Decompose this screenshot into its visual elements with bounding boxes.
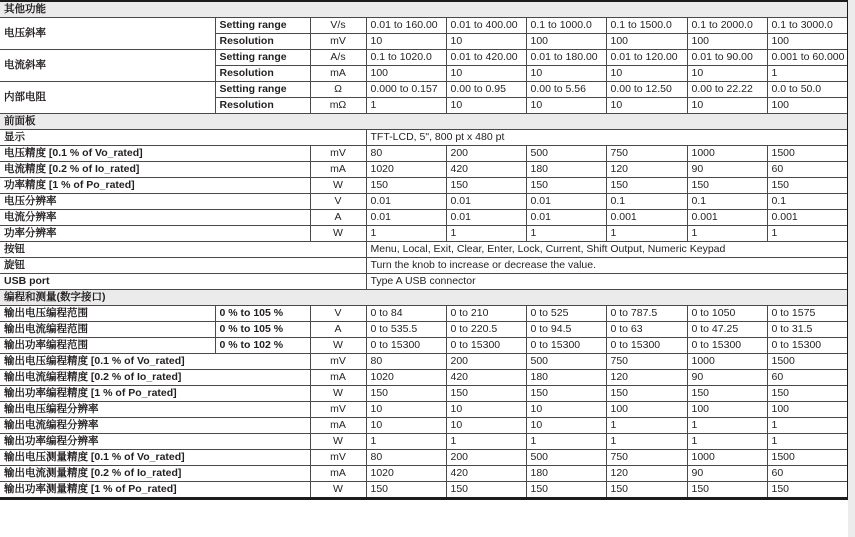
row-label: 旋钮 (0, 258, 366, 274)
value-cell: 750 (606, 354, 687, 370)
value-cell: 0.1 (687, 194, 767, 210)
value-cell: 0 to 15300 (366, 338, 446, 354)
unit-cell: A/s (310, 50, 366, 66)
section-row (0, 290, 848, 306)
unit-cell: mV (310, 450, 366, 466)
row-label: 电压斜率 (0, 18, 215, 50)
unit-cell: mV (310, 402, 366, 418)
value-cell: 120 (606, 466, 687, 482)
value-cell: 10 (446, 402, 526, 418)
value-cell: 500 (526, 354, 606, 370)
value-cell: 1 (687, 434, 767, 450)
value-cell: 1 (446, 226, 526, 242)
value-cell: 0 to 15300 (687, 338, 767, 354)
value-cell: 100 (526, 34, 606, 50)
value-cell: 60 (767, 162, 848, 178)
value-cell: 200 (446, 146, 526, 162)
value-cell: 1 (606, 434, 687, 450)
value-cell: 0 to 1575 (767, 306, 848, 322)
value-cell: 150 (767, 178, 848, 194)
value-cell: 0.01 (446, 210, 526, 226)
range-cell: 0 % to 105 % (215, 306, 310, 322)
spec-row (0, 226, 848, 242)
value-cell: 10 (606, 66, 687, 82)
value-cell: 1020 (366, 162, 446, 178)
value-cell: 150 (446, 482, 526, 499)
value-cell: 0 to 787.5 (606, 306, 687, 322)
unit-cell: V (310, 306, 366, 322)
value-cell: 150 (526, 386, 606, 402)
value-cell: 0 to 84 (366, 306, 446, 322)
spec-row (0, 434, 848, 450)
value-cell: 10 (366, 402, 446, 418)
value-cell: 1020 (366, 466, 446, 482)
row-label: 电流分辨率 (0, 210, 310, 226)
section-title: 编程和测量(数字接口) (0, 290, 848, 306)
unit-cell: mV (310, 146, 366, 162)
value-cell: 0.1 to 1020.0 (366, 50, 446, 66)
value-cell: 1500 (767, 146, 848, 162)
unit-cell: W (310, 338, 366, 354)
spec-row (0, 274, 848, 290)
row-label: 按钮 (0, 242, 366, 258)
unit-cell: mV (310, 354, 366, 370)
value-cell: 10 (446, 418, 526, 434)
value-cell: 180 (526, 162, 606, 178)
value-cell: 80 (366, 354, 446, 370)
value-cell: 150 (687, 386, 767, 402)
unit-cell: mV (310, 34, 366, 50)
range-cell: 0 % to 102 % (215, 338, 310, 354)
value-cell: 80 (366, 450, 446, 466)
value-cell: 10 (526, 402, 606, 418)
value-cell: 0.01 to 400.00 (446, 18, 526, 34)
value-cell: 0.01 to 180.00 (526, 50, 606, 66)
unit-cell: A (310, 210, 366, 226)
spec-row (0, 418, 848, 434)
unit-cell: mΩ (310, 98, 366, 114)
unit-cell: mA (310, 66, 366, 82)
value-cell: 0 to 15300 (446, 338, 526, 354)
value-cell: 1000 (687, 146, 767, 162)
unit-cell: W (310, 226, 366, 242)
spec-row (0, 338, 848, 354)
page-edge-strip (848, 0, 855, 537)
subrow-name: Resolution (215, 98, 310, 114)
value-cell: 0.01 (366, 210, 446, 226)
spec-row (0, 370, 848, 386)
value-cell: 150 (366, 386, 446, 402)
value-cell: 150 (366, 178, 446, 194)
value-cell: 0.001 (767, 210, 848, 226)
spec-row (0, 146, 848, 162)
value-cell: 150 (446, 386, 526, 402)
value-cell: 150 (606, 386, 687, 402)
value-cell: 150 (526, 482, 606, 499)
value-cell: 150 (687, 178, 767, 194)
value-cell: 1500 (767, 354, 848, 370)
spec-row (0, 386, 848, 402)
value-cell: 1020 (366, 370, 446, 386)
value-cell: 0.001 (606, 210, 687, 226)
value-cell: 0.1 (767, 194, 848, 210)
unit-cell: W (310, 434, 366, 450)
row-label: 输出电压测量精度 [0.1 % of Vo_rated] (0, 450, 310, 466)
value-cell: 0.001 (687, 210, 767, 226)
value-cell: 100 (767, 34, 848, 50)
value-cell: 0.01 to 160.00 (366, 18, 446, 34)
value-cell: 10 (526, 66, 606, 82)
spec-row (0, 402, 848, 418)
value-cell: 0.1 to 1000.0 (526, 18, 606, 34)
value-cell: 90 (687, 370, 767, 386)
value-cell: 10 (687, 66, 767, 82)
value-cell: 1500 (767, 450, 848, 466)
value-cell: 1 (767, 226, 848, 242)
value-cell: 0.1 to 2000.0 (687, 18, 767, 34)
value-cell: 100 (687, 34, 767, 50)
value-cell: 0.01 to 120.00 (606, 50, 687, 66)
value-cell: 10 (526, 418, 606, 434)
value-cell: 150 (767, 482, 848, 499)
value-cell: 100 (606, 34, 687, 50)
row-label: 输出功率编程分辨率 (0, 434, 310, 450)
value-cell: 0.01 (446, 194, 526, 210)
value-cell: 0.01 (526, 194, 606, 210)
value-cell: 10 (366, 418, 446, 434)
subrow-name: Setting range (215, 50, 310, 66)
value-cell: 100 (606, 402, 687, 418)
section-title: 其他功能 (0, 1, 848, 18)
value-cell: 750 (606, 146, 687, 162)
unit-cell: A (310, 322, 366, 338)
merged-value-cell: TFT-LCD, 5", 800 pt x 480 pt (366, 130, 848, 146)
value-cell: 120 (606, 370, 687, 386)
value-cell: 200 (446, 354, 526, 370)
value-cell: 0 to 31.5 (767, 322, 848, 338)
row-label: 功率分辨率 (0, 226, 310, 242)
value-cell: 1 (366, 226, 446, 242)
value-cell: 10 (526, 98, 606, 114)
value-cell: 0.000 to 0.157 (366, 82, 446, 98)
unit-cell: W (310, 178, 366, 194)
value-cell: 0.01 to 90.00 (687, 50, 767, 66)
value-cell: 1 (767, 66, 848, 82)
value-cell: 1 (446, 434, 526, 450)
value-cell: 100 (366, 66, 446, 82)
spec-row (0, 482, 848, 499)
spec-row (0, 258, 848, 274)
merged-value-cell: Menu, Local, Exit, Clear, Enter, Lock, Current, Shift Output, Numeric Keypad (366, 242, 848, 258)
value-cell: 100 (687, 402, 767, 418)
spec-row (0, 322, 848, 338)
subrow-name: Setting range (215, 18, 310, 34)
value-cell: 0.00 to 12.50 (606, 82, 687, 98)
row-label: 功率精度 [1 % of Po_rated] (0, 178, 310, 194)
value-cell: 1 (606, 226, 687, 242)
unit-cell: mA (310, 466, 366, 482)
value-cell: 1 (526, 434, 606, 450)
value-cell: 1 (526, 226, 606, 242)
spec-row (0, 306, 848, 322)
value-cell: 0 to 94.5 (526, 322, 606, 338)
unit-cell: V (310, 194, 366, 210)
value-cell: 420 (446, 370, 526, 386)
value-cell: 150 (687, 482, 767, 499)
value-cell: 90 (687, 466, 767, 482)
spec-row (0, 354, 848, 370)
spec-row (0, 466, 848, 482)
value-cell: 0 to 535.5 (366, 322, 446, 338)
value-cell: 0 to 15300 (767, 338, 848, 354)
value-cell: 500 (526, 450, 606, 466)
spec-row (0, 450, 848, 466)
row-label: 电压精度 [0.1 % of Vo_rated] (0, 146, 310, 162)
value-cell: 0 to 525 (526, 306, 606, 322)
value-cell: 1 (687, 226, 767, 242)
unit-cell: mA (310, 418, 366, 434)
row-label: 输出电流测量精度 [0.2 % of Io_rated] (0, 466, 310, 482)
merged-value-cell: Type A USB connector (366, 274, 848, 290)
value-cell: 150 (606, 482, 687, 499)
value-cell: 0 to 220.5 (446, 322, 526, 338)
value-cell: 120 (606, 162, 687, 178)
spec-row (0, 242, 848, 258)
spec-row (0, 178, 848, 194)
value-cell: 180 (526, 370, 606, 386)
value-cell: 200 (446, 450, 526, 466)
row-label: 显示 (0, 130, 366, 146)
value-cell: 150 (767, 386, 848, 402)
value-cell: 420 (446, 466, 526, 482)
value-cell: 150 (366, 482, 446, 499)
spec-row (0, 18, 848, 34)
value-cell: 0 to 15300 (526, 338, 606, 354)
row-label: 电压分辨率 (0, 194, 310, 210)
row-label: 输出电流编程分辨率 (0, 418, 310, 434)
value-cell: 10 (687, 98, 767, 114)
value-cell: 1 (366, 434, 446, 450)
subrow-name: Resolution (215, 34, 310, 50)
row-label: 输出电流编程精度 [0.2 % of Io_rated] (0, 370, 310, 386)
value-cell: 0.1 to 1500.0 (606, 18, 687, 34)
value-cell: 150 (446, 178, 526, 194)
value-cell: 90 (687, 162, 767, 178)
value-cell: 10 (446, 34, 526, 50)
spec-row (0, 210, 848, 226)
value-cell: 0 to 15300 (606, 338, 687, 354)
value-cell: 10 (366, 34, 446, 50)
value-cell: 180 (526, 466, 606, 482)
merged-value-cell: Turn the knob to increase or decrease the value. (366, 258, 848, 274)
value-cell: 0.01 (526, 210, 606, 226)
value-cell: 100 (767, 402, 848, 418)
value-cell: 0.1 (606, 194, 687, 210)
subrow-name: Setting range (215, 82, 310, 98)
unit-cell: W (310, 482, 366, 499)
value-cell: 0.1 to 3000.0 (767, 18, 848, 34)
value-cell: 0.01 to 420.00 (446, 50, 526, 66)
row-label: 输出电压编程范围 (0, 306, 215, 322)
row-label: 内部电阻 (0, 82, 215, 114)
unit-cell: mA (310, 370, 366, 386)
value-cell: 1 (687, 418, 767, 434)
spec-table-body (0, 1, 848, 499)
section-title: 前面板 (0, 114, 848, 130)
value-cell: 0 to 47.25 (687, 322, 767, 338)
unit-cell: V/s (310, 18, 366, 34)
value-cell: 10 (446, 66, 526, 82)
unit-cell: W (310, 386, 366, 402)
row-label: 电流斜率 (0, 50, 215, 82)
value-cell: 500 (526, 146, 606, 162)
unit-cell: mA (310, 162, 366, 178)
value-cell: 0.00 to 5.56 (526, 82, 606, 98)
spec-row (0, 162, 848, 178)
section-row (0, 1, 848, 18)
value-cell: 0.01 (366, 194, 446, 210)
row-label: 电流精度 [0.2 % of Io_rated] (0, 162, 310, 178)
row-label: USB port (0, 274, 366, 290)
row-label: 输出功率编程范围 (0, 338, 215, 354)
range-cell: 0 % to 105 % (215, 322, 310, 338)
value-cell: 150 (606, 178, 687, 194)
value-cell: 420 (446, 162, 526, 178)
spec-row (0, 50, 848, 66)
row-label: 输出电压编程分辨率 (0, 402, 310, 418)
value-cell: 80 (366, 146, 446, 162)
row-label: 输出电压编程精度 [0.1 % of Vo_rated] (0, 354, 310, 370)
spec-row (0, 82, 848, 98)
value-cell: 750 (606, 450, 687, 466)
value-cell: 100 (767, 98, 848, 114)
value-cell: 0.0 to 50.0 (767, 82, 848, 98)
value-cell: 0 to 210 (446, 306, 526, 322)
value-cell: 0.001 to 60.000 (767, 50, 848, 66)
value-cell: 0 to 63 (606, 322, 687, 338)
section-row (0, 114, 848, 130)
value-cell: 1000 (687, 354, 767, 370)
value-cell: 1 (767, 418, 848, 434)
value-cell: 1 (366, 98, 446, 114)
spec-row (0, 130, 848, 146)
value-cell: 60 (767, 370, 848, 386)
row-label: 输出电流编程范围 (0, 322, 215, 338)
spec-row (0, 194, 848, 210)
row-label: 输出功率编程精度 [1 % of Po_rated] (0, 386, 310, 402)
value-cell: 0 to 1050 (687, 306, 767, 322)
subrow-name: Resolution (215, 66, 310, 82)
value-cell: 10 (446, 98, 526, 114)
row-label: 输出功率测量精度 [1 % of Po_rated] (0, 482, 310, 499)
value-cell: 1 (606, 418, 687, 434)
value-cell: 10 (606, 98, 687, 114)
value-cell: 1000 (687, 450, 767, 466)
value-cell: 0.00 to 22.22 (687, 82, 767, 98)
value-cell: 60 (767, 466, 848, 482)
value-cell: 1 (767, 434, 848, 450)
value-cell: 0.00 to 0.95 (446, 82, 526, 98)
unit-cell: Ω (310, 82, 366, 98)
value-cell: 150 (526, 178, 606, 194)
